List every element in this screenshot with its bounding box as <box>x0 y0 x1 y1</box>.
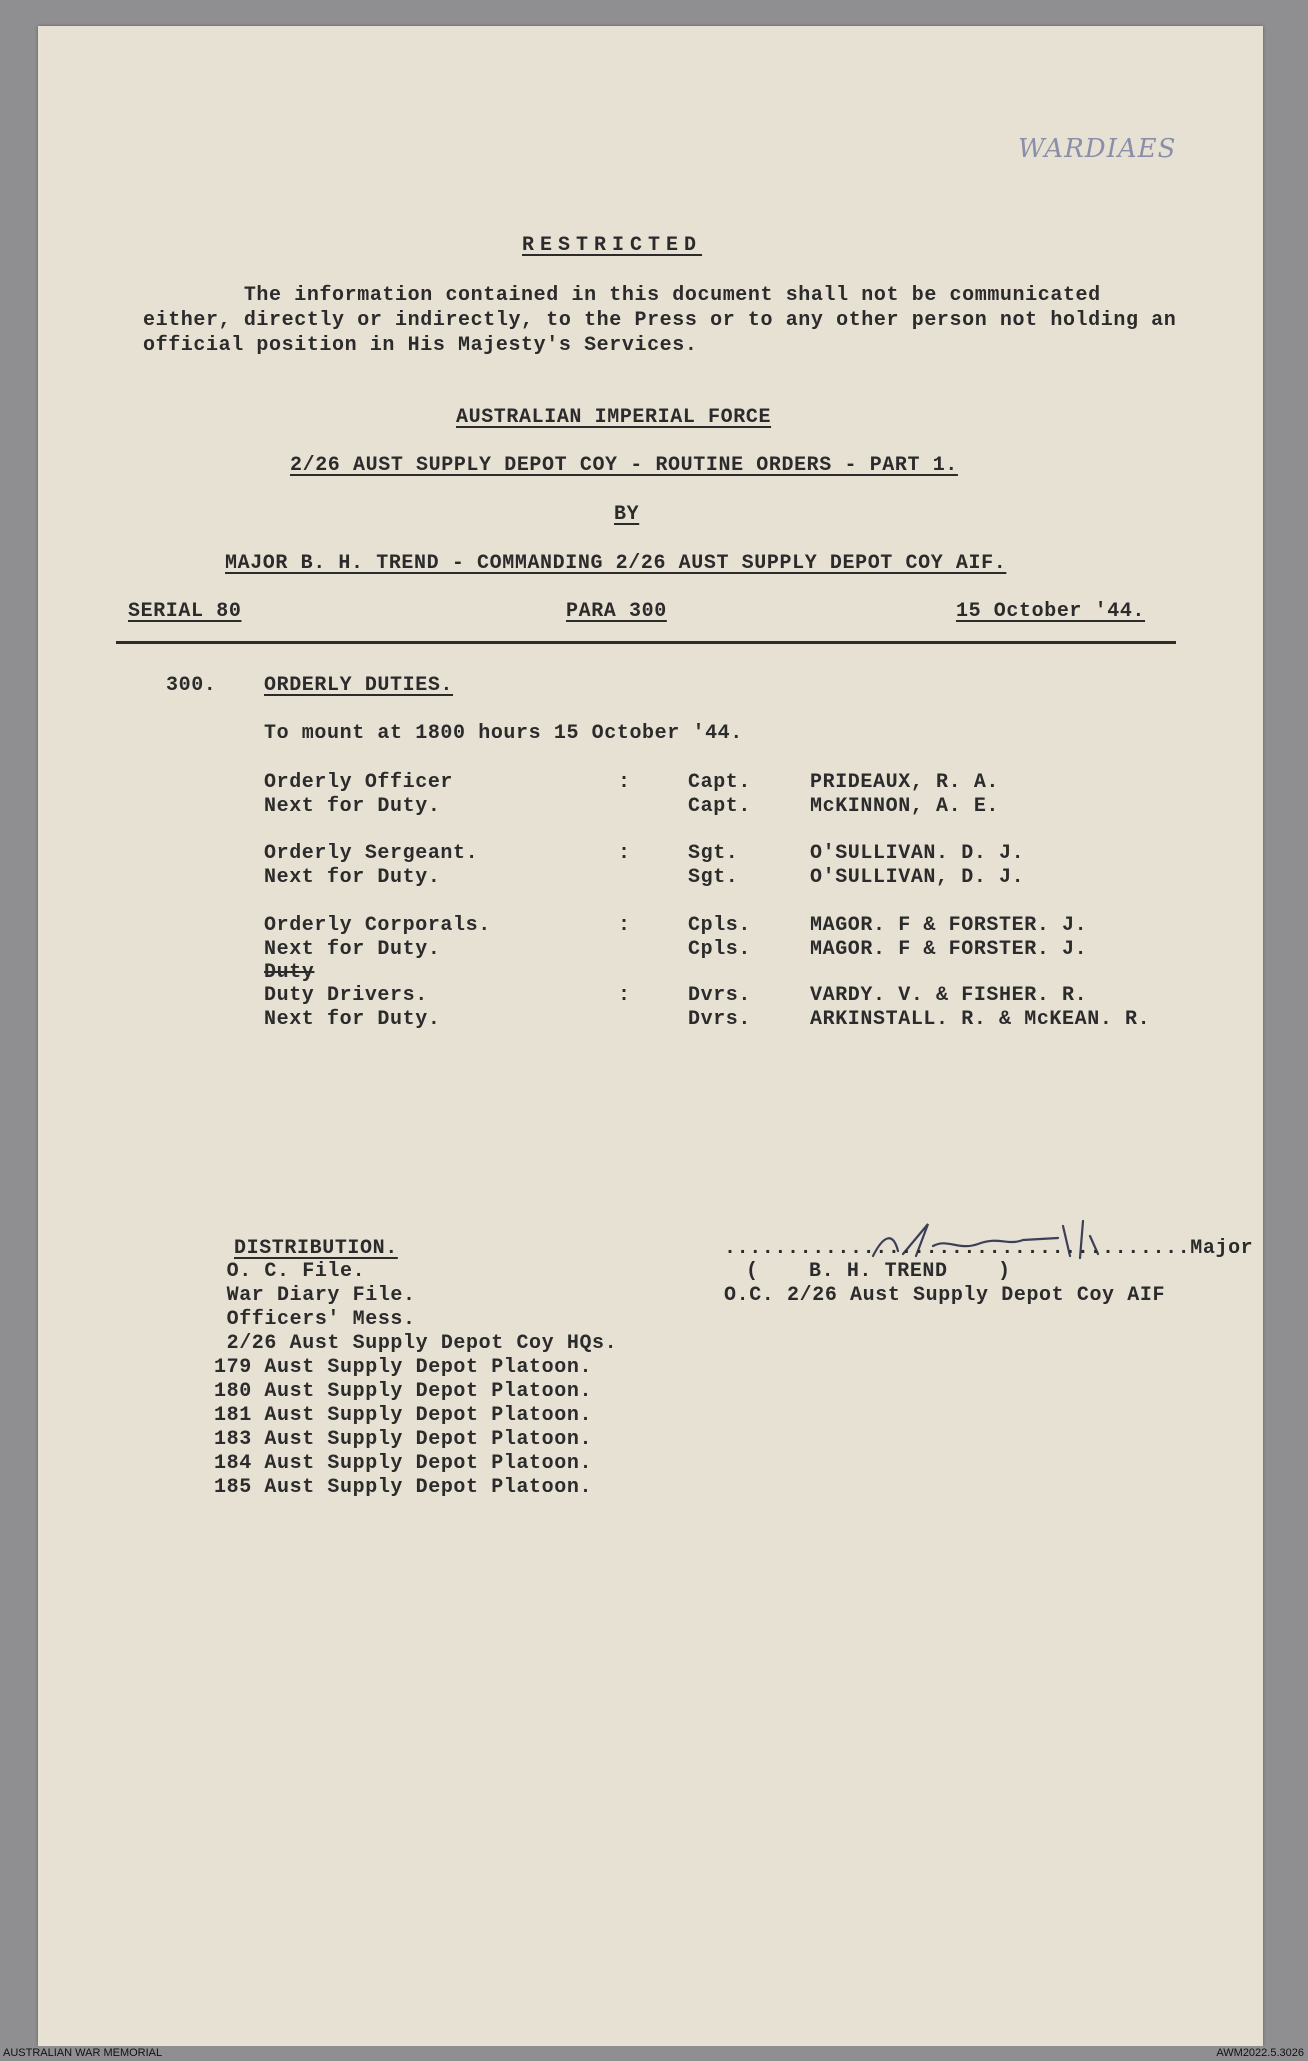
orders-title: 2/26 AUST SUPPLY DEPOT COY - ROUTINE ORDERS - PART 1. <box>290 454 958 477</box>
duty-name: MAGOR. F & FORSTER. J. <box>810 938 1088 961</box>
duty-rank: Sgt. <box>688 866 739 889</box>
duty-rank: Capt. <box>688 771 752 794</box>
duty-role: Next for Duty. <box>264 866 441 889</box>
header-divider <box>116 641 1176 644</box>
struck-word: Duty <box>264 961 315 984</box>
section-title: ORDERLY DUTIES. <box>264 674 454 697</box>
footer-source: AUSTRALIAN WAR MEMORIAL <box>3 2047 163 2059</box>
list-item: 185 Aust Supply Depot Platoon. <box>214 1476 593 1499</box>
duty-name: McKINNON, A. E. <box>810 795 1000 818</box>
by-label: BY <box>614 503 640 526</box>
signatory-title: O.C. 2/26 Aust Supply Depot Coy AIF <box>724 1284 1166 1307</box>
duty-name: ARKINSTALL. R. & McKEAN. R. <box>810 1008 1151 1031</box>
duty-role: Duty Drivers. <box>264 984 428 1007</box>
duty-rank: Sgt. <box>688 842 739 865</box>
order-date: 15 October '44. <box>956 600 1146 623</box>
duty-rank: Cpls. <box>688 938 752 961</box>
list-item: 2/26 Aust Supply Depot Coy HQs. <box>214 1332 618 1355</box>
mount-instruction: To mount at 1800 hours 15 October '44. <box>264 722 743 745</box>
duty-role: Next for Duty. <box>264 938 441 961</box>
duty-colon: : <box>618 984 631 1007</box>
list-item: War Diary File. <box>214 1284 416 1307</box>
duty-name: O'SULLIVAN, D. J. <box>810 866 1025 889</box>
serial-number: SERIAL 80 <box>128 600 242 623</box>
handwritten-annotation: WARDIAES <box>1018 134 1177 164</box>
para-number: PARA 300 <box>566 600 667 623</box>
duty-colon: : <box>618 914 631 937</box>
duty-name: MAGOR. F & FORSTER. J. <box>810 914 1088 937</box>
archive-footer <box>0 2046 1308 2061</box>
signature-line: .....................................Major <box>724 1237 1254 1260</box>
duty-colon: : <box>618 842 631 865</box>
duty-name: VARDY. V. & FISHER. R. <box>810 984 1088 1007</box>
notice-line-1: The information contained in this document shall not be communicated <box>143 284 1101 307</box>
duty-role: Orderly Sergeant. <box>264 842 479 865</box>
list-item: 179 Aust Supply Depot Platoon. <box>214 1356 593 1379</box>
duty-name: PRIDEAUX, R. A. <box>810 771 1000 794</box>
list-item: 183 Aust Supply Depot Platoon. <box>214 1428 593 1451</box>
duty-rank: Dvrs. <box>688 1008 752 1031</box>
duty-colon: : <box>618 771 631 794</box>
signatory-name: ( B. H. TREND ) <box>746 1260 1011 1283</box>
commander-title: MAJOR B. H. TREND - COMMANDING 2/26 AUST SUPPLY DEPOT COY AIF. <box>225 552 1007 575</box>
list-item: Officers' Mess. <box>214 1308 416 1331</box>
duty-rank: Capt. <box>688 795 752 818</box>
duty-rank: Dvrs. <box>688 984 752 1007</box>
duty-role: Next for Duty. <box>264 795 441 818</box>
footer-reference: AWM2022.5.3026 <box>1216 2047 1304 2059</box>
distribution-heading: DISTRIBUTION. <box>234 1237 398 1260</box>
list-item: O. C. File. <box>214 1260 366 1283</box>
list-item: 184 Aust Supply Depot Platoon. <box>214 1452 593 1475</box>
section-number: 300. <box>166 674 217 697</box>
force-title: AUSTRALIAN IMPERIAL FORCE <box>456 406 772 429</box>
document-page <box>38 26 1263 2046</box>
duty-role: Orderly Corporals. <box>264 914 491 937</box>
list-item: 181 Aust Supply Depot Platoon. <box>214 1404 593 1427</box>
restricted-heading: RESTRICTED <box>522 234 703 257</box>
notice-line-2: either, directly or indirectly, to the Press or to any other person not holding an <box>143 309 1177 332</box>
list-item: 180 Aust Supply Depot Platoon. <box>214 1380 593 1403</box>
duty-role: Orderly Officer <box>264 771 454 794</box>
notice-line-3: official position in His Majesty's Services. <box>143 334 698 357</box>
duty-name: O'SULLIVAN. D. J. <box>810 842 1025 865</box>
duty-role: Next for Duty. <box>264 1008 441 1031</box>
duty-rank: Cpls. <box>688 914 752 937</box>
